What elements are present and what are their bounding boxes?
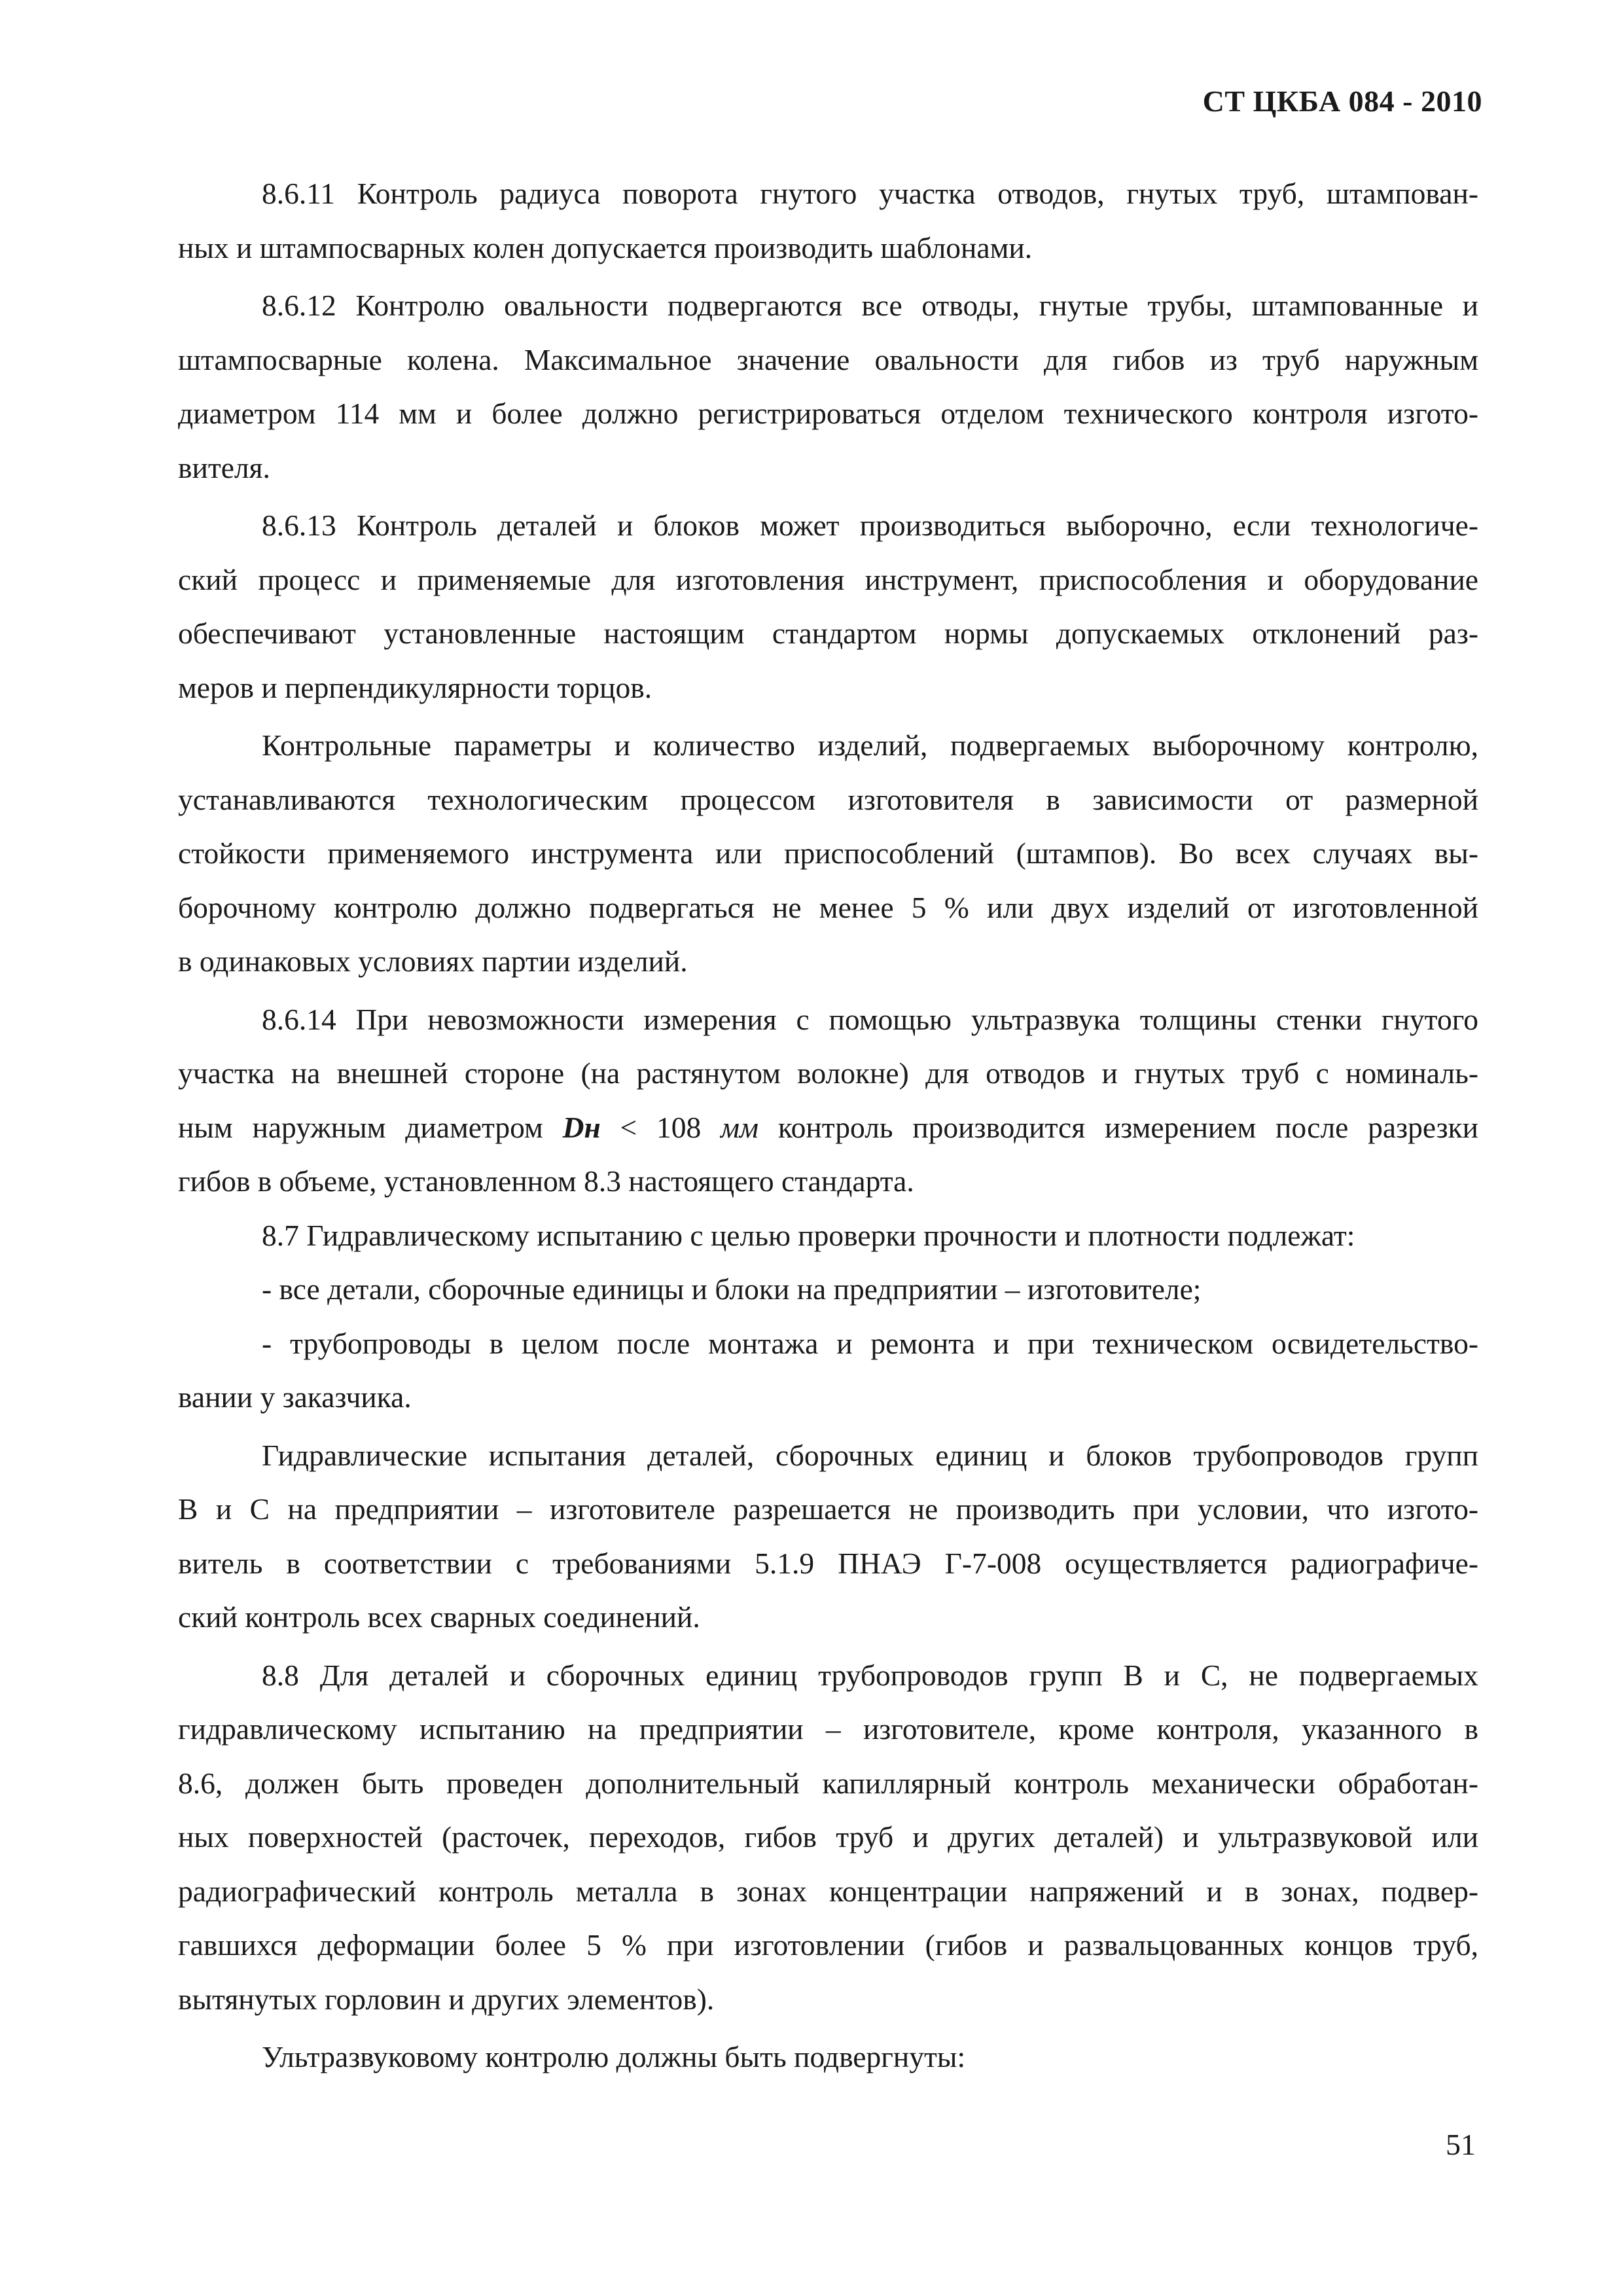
list-item-parts <box>178 1263 1478 1317</box>
paragraph-8-8 <box>178 1649 1478 2027</box>
text-line: стойкости применяемого инструмента или приспособлений (штампов). Во всех случаях вы- <box>178 836 1478 870</box>
text-line: вытянутых горловин и других элементов). <box>178 1982 715 2016</box>
text-line: гидравлическому испытанию на предприятии – изготовителе, кроме контроля, указанного в <box>178 1712 1478 1746</box>
text-segment: ным наружным диаметром <box>178 1110 563 1144</box>
text-line: участка на внешней стороне (на растянутом волокне) для отводов и гнутых труб с номиналь- <box>178 1056 1478 1090</box>
text-line: меров и перпендикулярности торцов. <box>178 670 652 704</box>
text-line: радиографический контроль металла в зонах концентрации напряжений и в зонах, подвер- <box>178 1874 1478 1908</box>
text-line: обеспечивают установленные настоящим стандартом нормы допускаемых отклонений раз- <box>178 617 1478 650</box>
text-line: В и С на предприятии – изготовителе разрешается не производить при условии, что изгото- <box>178 1492 1478 1526</box>
paragraph-control-parameters <box>178 719 1478 989</box>
diameter-symbol: Dн <box>562 1110 601 1144</box>
text-line: ский контроль всех сварных соединений. <box>178 1600 700 1634</box>
paragraph-8-7 <box>178 1209 1478 1263</box>
text-line: гибов в объеме, установленном 8.3 настоящего стандарта. <box>178 1164 914 1198</box>
text-line: 8.6.14 При невозможности измерения с помощью ультразвука толщины стенки гнутого <box>262 1002 1478 1036</box>
text-line: ных и штампосварных колен допускается производить шаблонами. <box>178 230 1033 264</box>
text-segment: контроль производится измерением после разрезки <box>758 1110 1478 1144</box>
list-item-pipelines <box>178 1317 1478 1425</box>
unit-symbol: мм <box>721 1110 759 1144</box>
text-line: 8.6.13 Контроль деталей и блоков может производиться выборочно, если технологиче- <box>262 509 1478 542</box>
paragraph-ultrasonic <box>178 2030 1478 2085</box>
text-line: 8.6, должен быть проведен дополнительный капиллярный контроль механически обработан- <box>178 1766 1478 1800</box>
paragraph-8-6-12 <box>178 279 1478 495</box>
text-line: витель в соответствии с требованиями 5.1.9 ПНАЭ Г-7-008 осуществляется радиографиче- <box>178 1546 1478 1580</box>
text-line: ных поверхностей (расточек, переходов, гибов труб и других деталей) и ультразвуковой или <box>178 1820 1478 1854</box>
paragraph-hydraulic-tests <box>178 1429 1478 1645</box>
text-segment: < 108 <box>600 1110 721 1144</box>
paragraph-8-6-14 <box>178 993 1478 1209</box>
text-line: диаметром 114 мм и более должно регистрироваться отделом технического контроля изгото- <box>178 397 1478 430</box>
text-line: Ультразвуковому контролю должны быть подвергнуты: <box>262 2040 966 2073</box>
text-line: штампосварные колена. Максимальное значение овальности для гибов из труб наружным <box>178 342 1478 376</box>
text-line: - трубопроводы в целом после монтажа и ремонта и при техническом освидетельство- <box>262 1326 1478 1360</box>
document-code-header: СТ ЦКБА 084 - 2010 <box>1202 84 1482 118</box>
text-line: 8.7 Гидравлическому испытанию с целью проверки прочности и плотности подлежат: <box>262 1218 1355 1252</box>
text-line: вании у заказчика. <box>178 1380 412 1414</box>
text-line: устанавливаются технологическим процессом изготовителя в зависимости от размерной <box>178 782 1478 816</box>
text-line: вителя. <box>178 450 270 484</box>
text-line: Контрольные параметры и количество изделий, подвергаемых выборочному контролю, <box>262 728 1478 762</box>
paragraph-8-6-13 <box>178 499 1478 715</box>
text-line: борочному контролю должно подвергаться не менее 5 % или двух изделий от изготовленной <box>178 890 1478 924</box>
text-line: 8.6.11 Контроль радиуса поворота гнутого участка отводов, гнутых труб, штампован- <box>262 177 1478 210</box>
document-body <box>178 167 1478 2085</box>
page-number: 51 <box>1446 2128 1476 2161</box>
text-line: ский процесс и применяемые для изготовления инструмент, приспособления и оборудование <box>178 562 1478 596</box>
text-line: в одинаковых условиях партии изделий. <box>178 944 688 978</box>
text-line-with-formula <box>178 1101 1478 1155</box>
text-line: - все детали, сборочные единицы и блоки на предприятии – изготовителе; <box>262 1272 1202 1306</box>
text-line: гавшихся деформации более 5 % при изготовлении (гибов и развальцованных концов труб, <box>178 1928 1478 1962</box>
text-line: 8.6.12 Контролю овальности подвергаются все отводы, гнутые трубы, штампованные и <box>262 289 1478 322</box>
text-line: Гидравлические испытания деталей, сборочных единиц и блоков трубопроводов групп <box>262 1438 1478 1472</box>
paragraph-8-6-11 <box>178 167 1478 275</box>
text-line: 8.8 Для деталей и сборочных единиц трубопроводов групп В и С, не подвергаемых <box>262 1658 1478 1692</box>
